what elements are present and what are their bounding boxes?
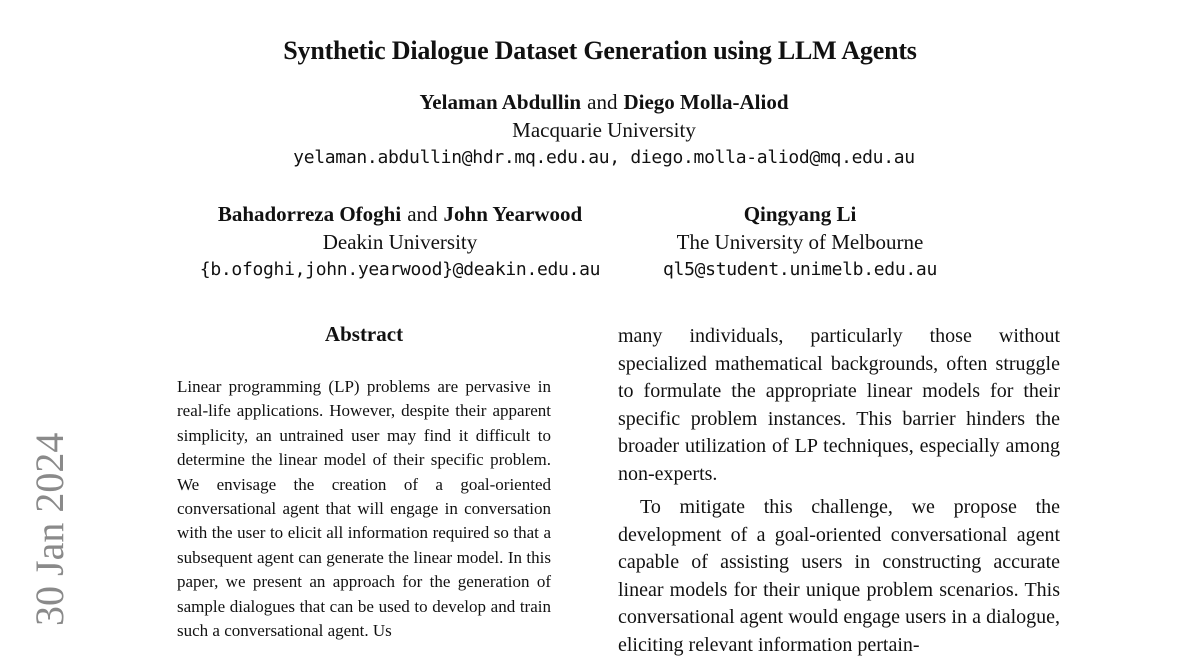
abstract-text: Linear programming (LP) problems are pervasive in real-life applications. However, despite their apparent simplicity, an untrained user may find it difficult to determine the linear model of their specific problem. We envisage the creation of a goal-oriented conversational agent that will engage in conversation with the user to elicit all information required so that a subsequent agent can generate the linear model. In this paper, we present an approach for the generation of sample dialogues that can be used to develop and train such a conversational agent. Us: [177, 377, 551, 641]
author-name: John Yearwood: [443, 202, 583, 226]
author-affiliation: The University of Melbourne: [676, 230, 924, 254]
author-affiliation: Macquarie University: [512, 118, 696, 142]
author-email: ql5@student.unimelb.edu.au: [663, 259, 937, 280]
body-paragraph: To mitigate this challenge, we propose the development of a goal-oriented conversational agent capable of assisting users in constructing accurate linear models for their unique problem scenarios. This conversational agent would engage users in a dialogue, eliciting relevant information pertain-: [618, 496, 1060, 656]
author-name: Bahadorreza Ofoghi: [217, 202, 402, 226]
author-email: yelaman.abdullin@hdr.mq.edu.au, diego.molla-aliod@mq.edu.au: [293, 147, 915, 168]
body-column-right: [618, 323, 1060, 659]
abstract-heading: Abstract: [324, 322, 404, 346]
author-conjunction: and: [587, 90, 618, 114]
body-paragraph: many individuals, particularly those without specialized mathematical backgrounds, often struggle to formulate the appropriate linear models for their specific problem instances. This barrier hinders the broader utilization of LP techniques, especially among non-experts.: [618, 325, 1060, 485]
arxiv-date-stamp: 30 Jan 2024: [27, 432, 72, 626]
author-affiliation: Deakin University: [322, 230, 478, 254]
author-names: [0, 88, 1200, 116]
author-name: Qingyang Li: [743, 202, 857, 226]
paper-title: Synthetic Dialogue Dataset Generation using LLM Agents: [283, 36, 917, 65]
author-name: Yelaman Abdullin: [419, 90, 582, 114]
author-name: Diego Molla-Aliod: [623, 90, 789, 114]
author-names: [620, 200, 980, 228]
author-conjunction: and: [407, 202, 438, 226]
author-names: [166, 200, 634, 228]
author-group-macquarie: [0, 88, 1200, 172]
author-email: {b.ofoghi,john.yearwood}@deakin.edu.au: [199, 259, 601, 280]
author-group-melbourne: [620, 200, 980, 284]
author-group-deakin: [166, 200, 634, 284]
